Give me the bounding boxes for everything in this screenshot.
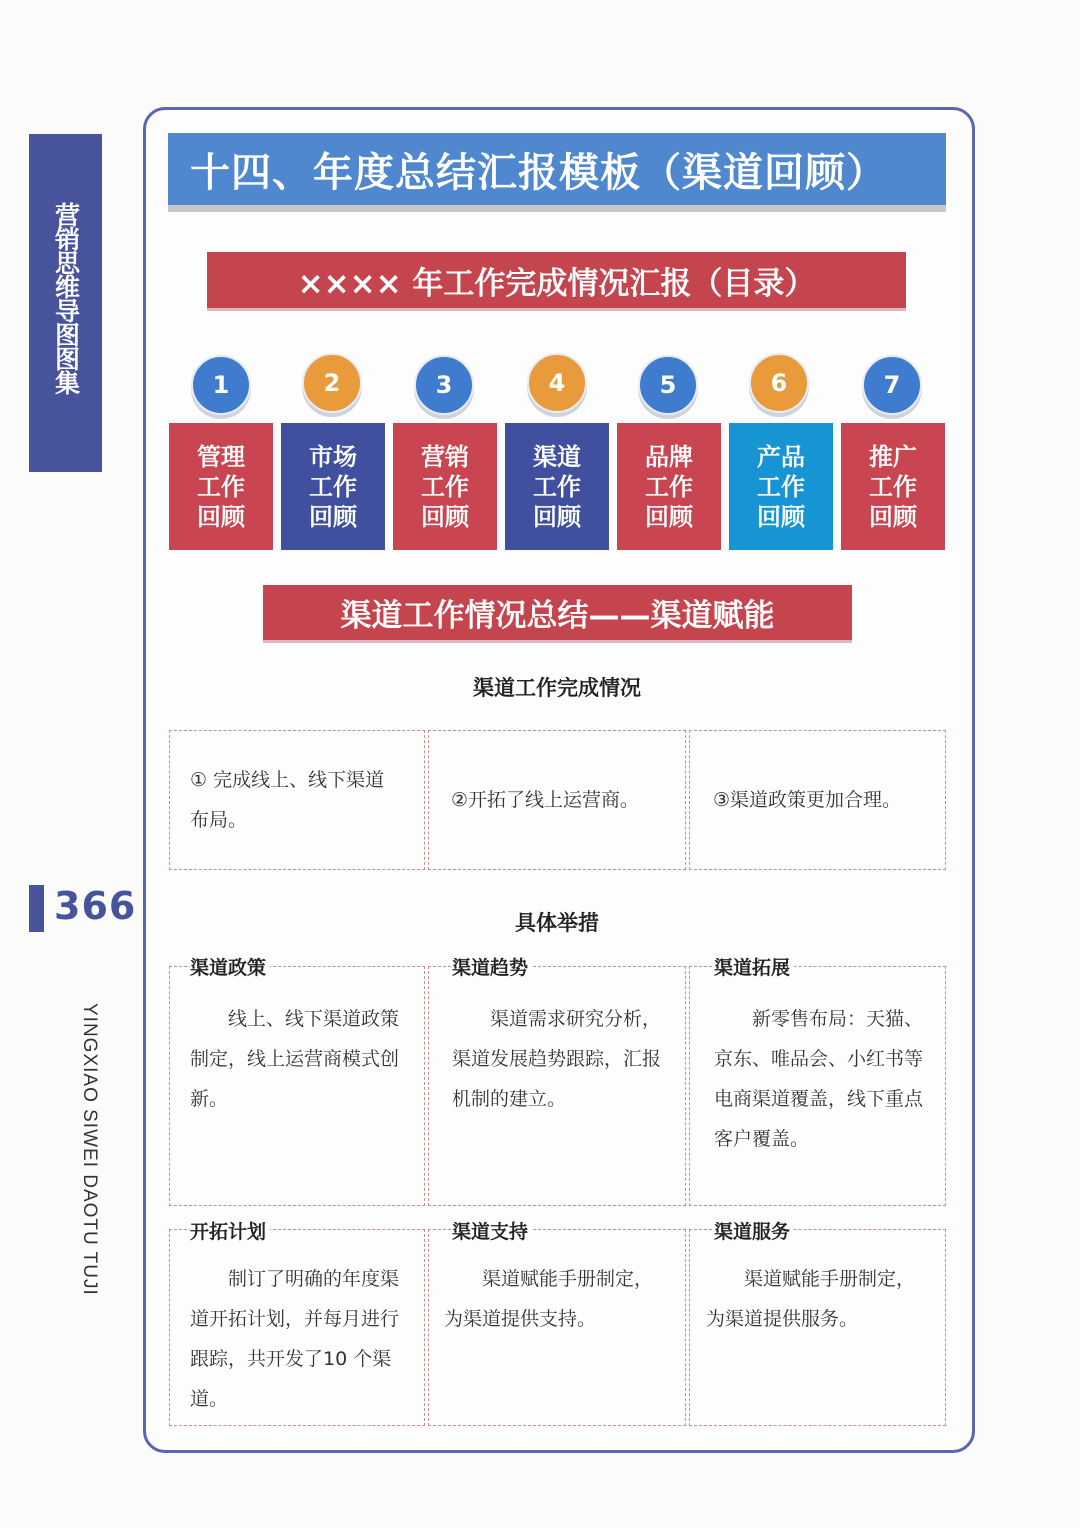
measure-text-6: 渠道赋能手册制定，为渠道提供服务。 [706,1268,916,1330]
measure-label-1: 渠道政策 [190,953,270,980]
category-label: 管理工作回顾 [197,442,245,531]
category-label: 推广工作回顾 [869,442,917,531]
number-badge-6: 6 [749,353,809,413]
number-badge-4: 4 [527,353,587,413]
completion-item-2: ②开拓了线上运营商。 [451,789,640,811]
toc-banner: ×××× 年工作完成情况汇报（目录） [207,252,906,308]
category-label: 营销工作回顾 [421,442,469,531]
book-title-tab [29,134,102,472]
category-label: 市场工作回顾 [309,442,357,531]
completion-item-1: ① 完成线上、线下渠道布局。 [190,769,385,831]
completion-heading: 渠道工作完成情况 [473,676,641,700]
category-label: 渠道工作回顾 [533,442,581,531]
category-promotion [841,423,945,550]
category-marketing [393,423,497,550]
category-brand [617,423,721,550]
book-title: 营销思维导图图集 [51,202,81,394]
category-channel [505,423,609,550]
page-title-bar [168,133,946,205]
category-label: 品牌工作回顾 [645,442,693,531]
measures-heading: 具体举措 [515,911,599,935]
measure-label-3: 渠道拓展 [714,953,794,980]
measure-text-4: 制订了明确的年度渠道开拓计划，并每月进行跟踪，共开发了10 个渠道。 [190,1268,400,1410]
number-badge-1: 1 [191,355,251,415]
measure-text-3: 新零售布局：天猫、京东、唯品会、小红书等电商渠道覆盖，线下重点客户覆盖。 [714,1008,924,1150]
measure-label-6: 渠道服务 [714,1217,794,1244]
book-pinyin: YINGXIAO SIWEI DAOTU TUJI [79,1003,100,1296]
measure-text-2: 渠道需求研究分析，渠道发展趋势跟踪，汇报机制的建立。 [452,1008,662,1110]
measure-label-4: 开拓计划 [190,1217,270,1244]
completion-item-3: ③渠道政策更加合理。 [713,789,902,811]
category-product [729,423,833,550]
number-badge-2: 2 [302,353,362,413]
measure-text-5: 渠道赋能手册制定，为渠道提供支持。 [444,1268,654,1330]
page-number-bar [29,885,44,932]
number-badge-5: 5 [638,355,698,415]
category-market [281,423,385,550]
summary-banner: 渠道工作情况总结——渠道赋能 [263,585,852,640]
category-label: 产品工作回顾 [757,442,805,531]
page-title: 十四、年度总结汇报模板（渠道回顾） [190,149,887,196]
page-number: 366 [54,884,137,928]
measure-text-1: 线上、线下渠道政策制定，线上运营商模式创新。 [190,1008,400,1110]
measure-label-2: 渠道趋势 [452,953,532,980]
number-badge-7: 7 [862,355,922,415]
measure-label-5: 渠道支持 [452,1217,532,1244]
category-management [169,423,273,550]
number-badge-3: 3 [414,355,474,415]
